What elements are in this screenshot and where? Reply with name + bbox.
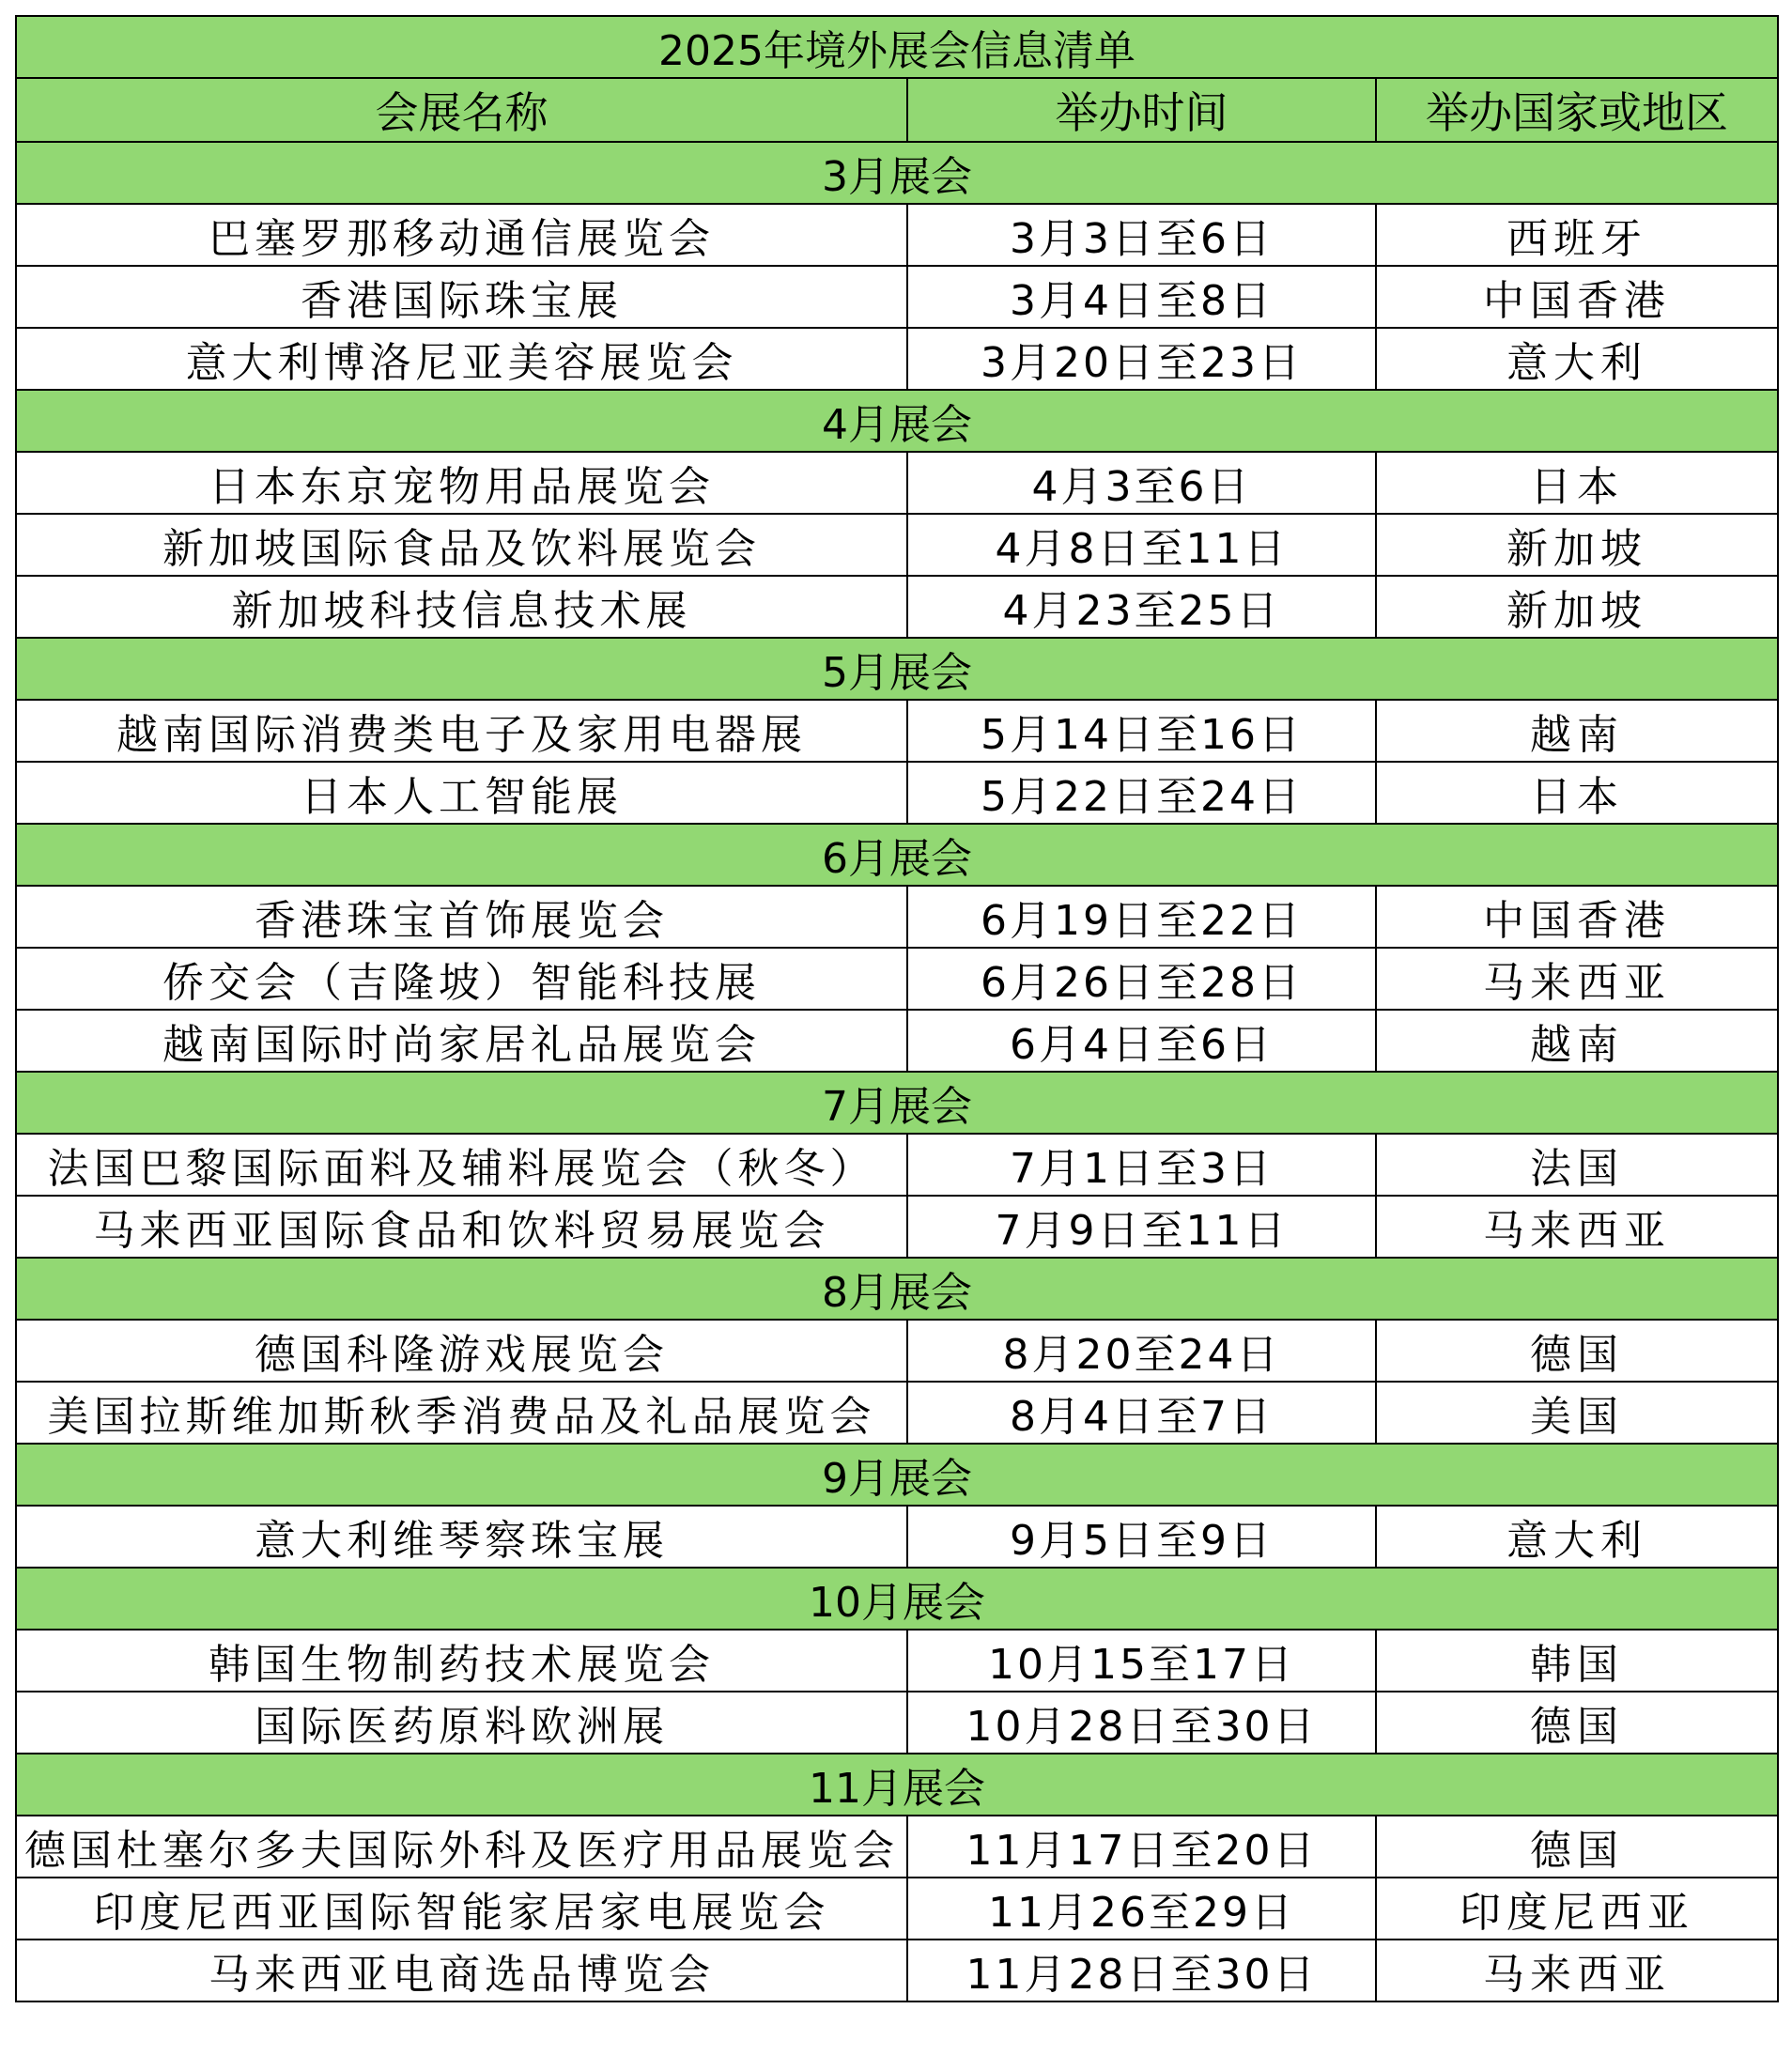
event-name-cell: 日本人工智能展 [16, 762, 907, 824]
event-name-cell: 法国巴黎国际面料及辅料展览会（秋冬） [16, 1134, 907, 1196]
table-row [16, 1940, 1778, 2001]
month-group-label: 4月展会 [16, 390, 1778, 452]
table-row [16, 1506, 1778, 1568]
event-region-cell: 德国 [1376, 1692, 1778, 1754]
event-region-cell: 韩国 [1376, 1630, 1778, 1692]
table-row [16, 1382, 1778, 1444]
month-group-row [16, 1568, 1778, 1630]
month-group-label: 3月展会 [16, 142, 1778, 204]
table-row [16, 1878, 1778, 1940]
month-group-row [16, 390, 1778, 452]
table-row [16, 1134, 1778, 1196]
event-region-cell: 中国香港 [1376, 266, 1778, 328]
event-name-cell: 国际医药原料欧洲展 [16, 1692, 907, 1754]
header-row [16, 78, 1778, 142]
month-group-label: 8月展会 [16, 1258, 1778, 1320]
event-date-cell: 6月4日至6日 [907, 1010, 1376, 1072]
month-group-row [16, 1072, 1778, 1134]
event-name-cell: 香港珠宝首饰展览会 [16, 886, 907, 948]
event-name-cell: 德国科隆游戏展览会 [16, 1320, 907, 1382]
event-region-cell: 西班牙 [1376, 204, 1778, 266]
event-name-cell: 巴塞罗那移动通信展览会 [16, 204, 907, 266]
event-name-cell: 越南国际消费类电子及家用电器展 [16, 700, 907, 762]
header-date: 举办时间 [907, 78, 1376, 142]
event-name-cell: 香港国际珠宝展 [16, 266, 907, 328]
table-row [16, 762, 1778, 824]
header-region: 举办国家或地区 [1376, 78, 1778, 142]
event-date-cell: 5月22日至24日 [907, 762, 1376, 824]
month-group-label: 10月展会 [16, 1568, 1778, 1630]
event-date-cell: 3月20日至23日 [907, 328, 1376, 390]
event-region-cell: 越南 [1376, 700, 1778, 762]
event-date-cell: 3月3日至6日 [907, 204, 1376, 266]
event-name-cell: 意大利维琴察珠宝展 [16, 1506, 907, 1568]
table-title: 2025年境外展会信息清单 [16, 16, 1778, 78]
event-region-cell: 马来西亚 [1376, 1196, 1778, 1258]
event-region-cell: 法国 [1376, 1134, 1778, 1196]
event-name-cell: 侨交会（吉隆坡）智能科技展 [16, 948, 907, 1010]
month-group-row [16, 824, 1778, 886]
table-row [16, 948, 1778, 1010]
event-region-cell: 德国 [1376, 1816, 1778, 1878]
exhibition-table [15, 15, 1779, 2002]
table-body [16, 16, 1778, 2001]
table-row [16, 1320, 1778, 1382]
month-group-row [16, 1258, 1778, 1320]
event-date-cell: 6月19日至22日 [907, 886, 1376, 948]
event-name-cell: 德国杜塞尔多夫国际外科及医疗用品展览会 [16, 1816, 907, 1878]
month-group-row [16, 142, 1778, 204]
event-region-cell: 德国 [1376, 1320, 1778, 1382]
event-name-cell: 印度尼西亚国际智能家居家电展览会 [16, 1878, 907, 1940]
table-row [16, 700, 1778, 762]
event-region-cell: 中国香港 [1376, 886, 1778, 948]
table-row [16, 1816, 1778, 1878]
event-name-cell: 韩国生物制药技术展览会 [16, 1630, 907, 1692]
table-row [16, 886, 1778, 948]
event-region-cell: 马来西亚 [1376, 1940, 1778, 2001]
event-date-cell: 4月8日至11日 [907, 514, 1376, 576]
table-row [16, 266, 1778, 328]
table-row [16, 452, 1778, 514]
event-date-cell: 10月28日至30日 [907, 1692, 1376, 1754]
table-row [16, 514, 1778, 576]
event-region-cell: 意大利 [1376, 1506, 1778, 1568]
event-name-cell: 美国拉斯维加斯秋季消费品及礼品展览会 [16, 1382, 907, 1444]
table-row [16, 204, 1778, 266]
event-date-cell: 7月9日至11日 [907, 1196, 1376, 1258]
event-region-cell: 越南 [1376, 1010, 1778, 1072]
table-row [16, 1630, 1778, 1692]
month-group-label: 5月展会 [16, 638, 1778, 700]
event-name-cell: 马来西亚国际食品和饮料贸易展览会 [16, 1196, 907, 1258]
event-region-cell: 意大利 [1376, 328, 1778, 390]
event-name-cell: 新加坡科技信息技术展 [16, 576, 907, 638]
month-group-label: 11月展会 [16, 1754, 1778, 1816]
event-region-cell: 新加坡 [1376, 576, 1778, 638]
event-date-cell: 8月4日至7日 [907, 1382, 1376, 1444]
event-name-cell: 新加坡国际食品及饮料展览会 [16, 514, 907, 576]
event-region-cell: 马来西亚 [1376, 948, 1778, 1010]
month-group-label: 9月展会 [16, 1444, 1778, 1506]
table-row [16, 328, 1778, 390]
month-group-label: 7月展会 [16, 1072, 1778, 1134]
event-region-cell: 印度尼西亚 [1376, 1878, 1778, 1940]
event-region-cell: 日本 [1376, 762, 1778, 824]
event-date-cell: 10月15至17日 [907, 1630, 1376, 1692]
month-group-row [16, 1444, 1778, 1506]
event-name-cell: 意大利博洛尼亚美容展览会 [16, 328, 907, 390]
month-group-label: 6月展会 [16, 824, 1778, 886]
event-region-cell: 新加坡 [1376, 514, 1778, 576]
event-date-cell: 5月14日至16日 [907, 700, 1376, 762]
month-group-row [16, 638, 1778, 700]
table-row [16, 1692, 1778, 1754]
header-name: 会展名称 [16, 78, 907, 142]
event-region-cell: 日本 [1376, 452, 1778, 514]
event-date-cell: 8月20至24日 [907, 1320, 1376, 1382]
event-region-cell: 美国 [1376, 1382, 1778, 1444]
table-row [16, 1010, 1778, 1072]
event-name-cell: 马来西亚电商选品博览会 [16, 1940, 907, 2001]
event-date-cell: 4月23至25日 [907, 576, 1376, 638]
table-row [16, 1196, 1778, 1258]
event-date-cell: 11月17日至20日 [907, 1816, 1376, 1878]
month-group-row [16, 1754, 1778, 1816]
event-date-cell: 9月5日至9日 [907, 1506, 1376, 1568]
event-date-cell: 7月1日至3日 [907, 1134, 1376, 1196]
event-date-cell: 3月4日至8日 [907, 266, 1376, 328]
table-row [16, 576, 1778, 638]
event-date-cell: 4月3至6日 [907, 452, 1376, 514]
title-row [16, 16, 1778, 78]
event-date-cell: 11月28日至30日 [907, 1940, 1376, 2001]
event-name-cell: 日本东京宠物用品展览会 [16, 452, 907, 514]
event-date-cell: 6月26日至28日 [907, 948, 1376, 1010]
event-date-cell: 11月26至29日 [907, 1878, 1376, 1940]
event-name-cell: 越南国际时尚家居礼品展览会 [16, 1010, 907, 1072]
